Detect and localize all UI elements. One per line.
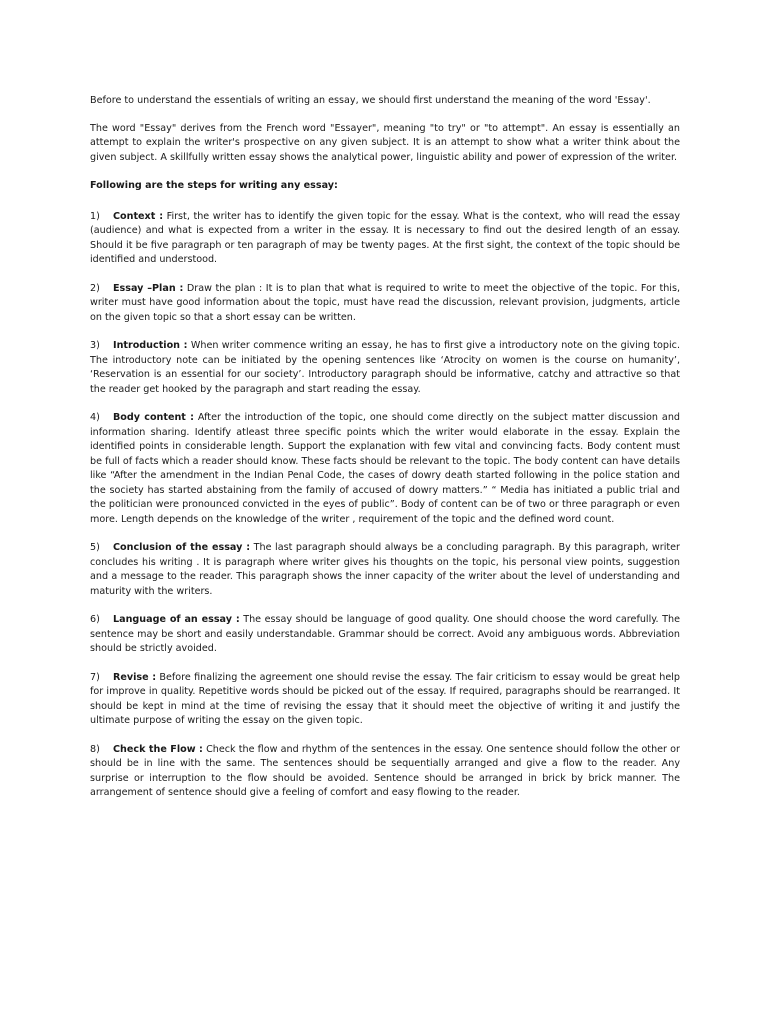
step-title: Revise : — [113, 671, 157, 683]
step-number: 4) — [90, 412, 100, 423]
step-number: 2) — [90, 282, 100, 294]
intro-paragraph: Before to understand the essentials of writing an essay, we should first understand the meaning of the word 'Essay'. — [90, 95, 651, 106]
step-text: Before finalizing the agreement one should revise the essay. The fair criticism to essay would be great help for improve in quality. Repetitive words should be picked out of the essay. If required, paragraphs should be rearranged. It should be kept in mind at the time of revising the essay that it should meet the objective of writing it and justify the ultimate purpose of writing the essay on the given topic. — [90, 671, 680, 726]
step-text: Check the flow and rhythm of the sentences in the essay. One sentence should follow the other or should be in line with the same. The sentences should be sequentially arranged and give a flow to the reader. Any surprise or interruption to the flow should be avoided. Sentence should be arranged in brick by brick manner. The arrangement of sentence should give a feeling of comfort and easy flowing to the reader. — [90, 743, 680, 798]
definition-paragraph: The word "Essay" derives from the French word "Essayer", meaning "to try" or "to attempt". An essay is essentially an attempt to explain the writer's prospective on any given subject. It is an attempt to show what a writer think about the given subject. A skillfully written essay shows the analytical power, linguistic ability and power of expression of the writer. — [90, 122, 680, 163]
step-language — [90, 613, 680, 657]
step-introduction — [90, 339, 680, 397]
step-body-content — [90, 411, 680, 527]
step-text: The last paragraph should always be a concluding paragraph. By this paragraph, writer concludes his writing . It is paragraph where writer gives his thoughts on the topic, his personal view points, suggestion and a message to the reader. This paragraph shows the inner capacity of the writer about the level of understanding and maturity with the writers. — [90, 542, 680, 597]
step-text: After the introduction of the topic, one should come directly on the subject matter discussion and information sharing. Identify atleast three specific points which the writer would elaborate in the essay. Explain the identified points in considerable length. Support the explanation with few vital and convincing facts. Body content must be full of facts which a reader should know. These facts should be relevant to the topic. The body content can have details like “After the amendment in the Indian Penal Code, the cases of dowry death started following in the police station and the society has started abstaining from the family of accused of dowry matters.” “ Media has initiated a public trial and the politician were pronounced convicted in the eyes of public”. Body of content can be of two or three paragraph or even more. Length depends on the knowledge of the writer , requirement of the topic and the defined word count. — [90, 412, 680, 525]
step-revise — [90, 671, 680, 729]
step-title: Introduction : — [113, 340, 188, 351]
step-title: Language of an essay : — [113, 614, 240, 625]
step-title: Essay –Plan : — [113, 282, 184, 294]
step-text: First, the writer has to identify the given topic for the essay. What is the context, who will read the essay (audience) and what is expected from a writer in the essay. It is necessary to find out the desired length of an essay. Should it be five paragraph or ten paragraph of may be twenty pages. At the first sight, the context of the topic should be identified and understood. — [90, 210, 681, 265]
step-number: 6) — [90, 614, 100, 625]
step-number: 5) — [90, 542, 100, 553]
step-essay-plan — [90, 282, 680, 326]
step-conclusion — [90, 541, 680, 599]
step-check-flow — [90, 743, 680, 801]
step-number: 8) — [90, 743, 100, 755]
step-title: Context : — [113, 210, 164, 222]
step-number: 3) — [90, 340, 100, 351]
step-number: 7) — [90, 671, 100, 683]
steps-heading: Following are the steps for writing any essay: — [90, 180, 338, 191]
step-title: Conclusion of the essay : — [113, 542, 251, 553]
step-text: The essay should be language of good quality. One should choose the word carefully. The sentence may be short and easily understandable. Grammar should be correct. Avoid any ambiguous words. Abbreviation should be strictly avoided. — [90, 614, 681, 654]
step-number: 1) — [90, 210, 100, 222]
step-context — [90, 210, 680, 268]
step-title: Body content : — [113, 412, 194, 423]
step-title: Check the Flow : — [113, 743, 203, 755]
step-text: Draw the plan : It is to plan that what is required to write to meet the objective of the topic. For this, writer must have good information about the topic, must have read the discussion, relevant provision, judgments, article on the given topic so that a short essay can be written. — [90, 282, 681, 323]
step-text: When writer commence writing an essay, he has to first give a introductory note on the giving topic. The introductory note can be initiated by the opening sentences like ‘Atrocity on women is the course on humanity’, ‘Reservation is an essential for our society’. Introductory paragraph should be informative, catchy and attractive so that the reader get hooked by the paragraph and start reading the essay. — [90, 340, 680, 395]
